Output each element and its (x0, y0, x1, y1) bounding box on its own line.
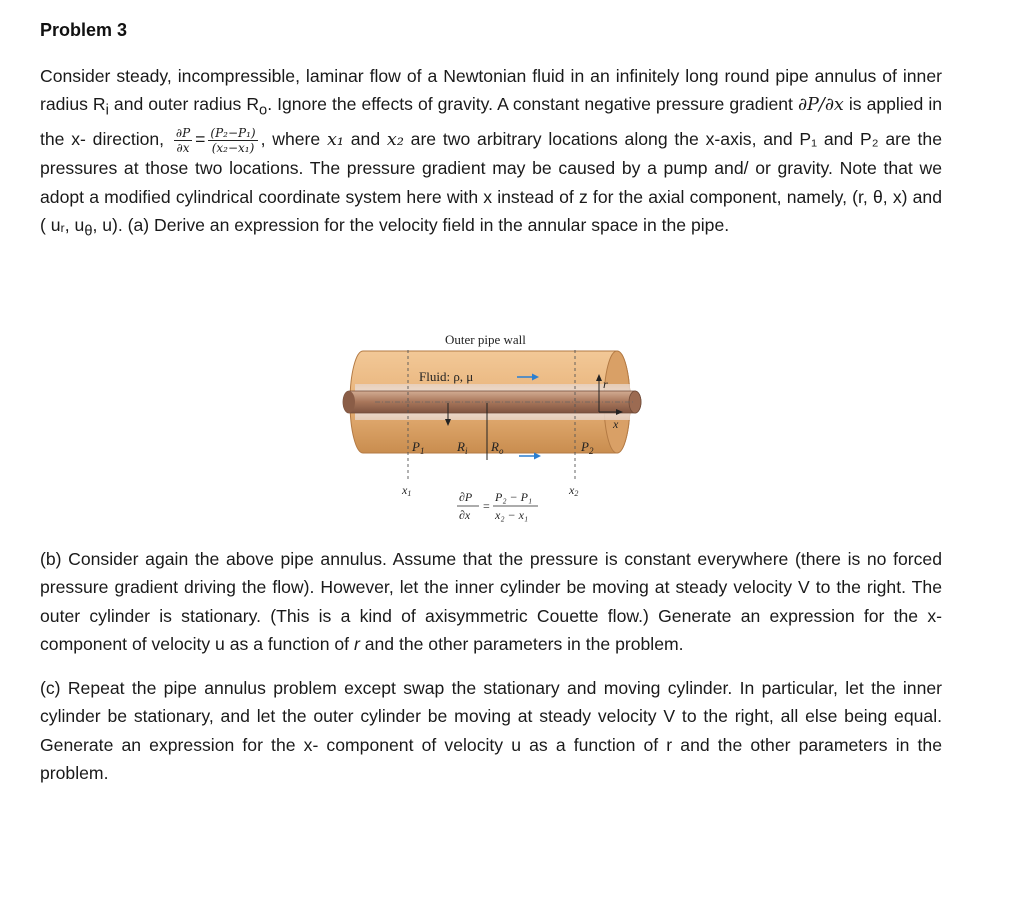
text-run: , where (260, 129, 327, 150)
p2-subscript: 2 (588, 446, 594, 456)
ro-subscript: o (498, 446, 504, 456)
text-run: and (343, 129, 387, 150)
text-run: (b) Consider again the above pipe annulus. Assume that the pressure is constant everywhere (there is no forced pressure gradient driving the flow). However, let the inner cylinder be moving at steady velocity V to the right. The outer cylinder is stationary. (This is a kind of axisymmetric Couette flow.) Generate an expression for the x- component of velocity u as a function of (40, 549, 942, 654)
x1-text: x (402, 483, 408, 497)
outer-wall-label: Outer pipe wall (445, 332, 526, 347)
r-variable: r (353, 633, 360, 654)
x1-subscript: 1 (407, 489, 412, 498)
subscript: o (259, 102, 268, 119)
flow-arrow-icon (519, 453, 541, 460)
eq-lhs-denominator: ∂x (459, 508, 471, 522)
equals-sign: = (195, 129, 206, 150)
fraction-pressure-difference (208, 127, 257, 154)
x1-symbol: x₁ (326, 130, 344, 151)
subscript: i (105, 102, 109, 119)
pressure-gradient-equation (457, 490, 538, 522)
x-axis-label: x (613, 417, 619, 431)
ri-text: R (457, 439, 465, 454)
text-run: and the other parameters in the problem. (359, 633, 684, 654)
x2-symbol: x₂ (386, 130, 404, 151)
part-a-paragraph (40, 62, 942, 246)
text-run: are two arbitrary locations along the x-axis, and P₁ and P₂ are the pressures at those two locations. The pressure gradient may be caused by a pump and/ or gravity. Note that we adopt a modified cylindrical coordinate system here with x instead of z for the axial component, namely, (r, θ, x) and ( uᵣ, u (40, 129, 942, 235)
text-run: , u). (a) Derive an expression for the velocity field in the annular space in the pipe. (92, 215, 730, 235)
subscript: θ (84, 223, 93, 240)
eq-rhs-denominator: x₂ − x₁ (495, 508, 529, 522)
text-run: Consider steady, incompressible, laminar flow of a Newtonian fluid in an infinitely long round pipe annulus of inner radius R (40, 66, 942, 115)
pipe-annulus-figure (335, 322, 655, 536)
x1-label (401, 483, 411, 498)
r-axis-label: r (603, 377, 608, 391)
problem-title: Problem 3 (40, 20, 128, 40)
inner-cylinder-left-end (343, 391, 355, 413)
x2-label (568, 483, 578, 498)
pipe-diagram-svg (335, 322, 655, 536)
eq-lhs-numerator: ∂P (459, 490, 473, 504)
part-b-paragraph (40, 545, 942, 658)
part-c-paragraph: (c) Repeat the pipe annulus problem except swap the stationary and moving cylinder. In particular, let the inner cylinder be stationary, and let the outer cylinder be moving at steady velocity V to the right, all else being equal. Generate an expression for the x- component of velocity u as a function of r and the other parameters in the problem. (40, 678, 942, 783)
fraction-denominator: ∂x (176, 140, 190, 155)
x2-subscript: 2 (574, 489, 579, 498)
fluid-label: Fluid: ρ, μ (419, 369, 474, 384)
p2-text: P (581, 439, 589, 454)
p1-text: P (412, 439, 420, 454)
fraction-dp-dx (174, 127, 192, 154)
x2-text: x (569, 483, 575, 497)
eq-rhs-numerator: P₂ − P₁ (495, 490, 533, 504)
fraction-numerator: ∂P (175, 125, 191, 140)
pressure-gradient-symbol: ∂P/∂x (797, 95, 844, 116)
fraction-denominator: (x₂−x₁) (211, 140, 255, 155)
text-run: . Ignore the effects of gravity. A constant negative pressure gradient (267, 94, 798, 115)
text-run: and outer radius R (108, 94, 260, 115)
fraction-numerator: (P₂−P₁) (210, 125, 256, 140)
ro-text: R (491, 439, 499, 454)
eq-equals: = (483, 499, 490, 513)
p1-subscript: 1 (419, 446, 425, 456)
text-run: is applied in the x- direction, (40, 94, 943, 150)
ri-subscript: i (464, 446, 468, 456)
